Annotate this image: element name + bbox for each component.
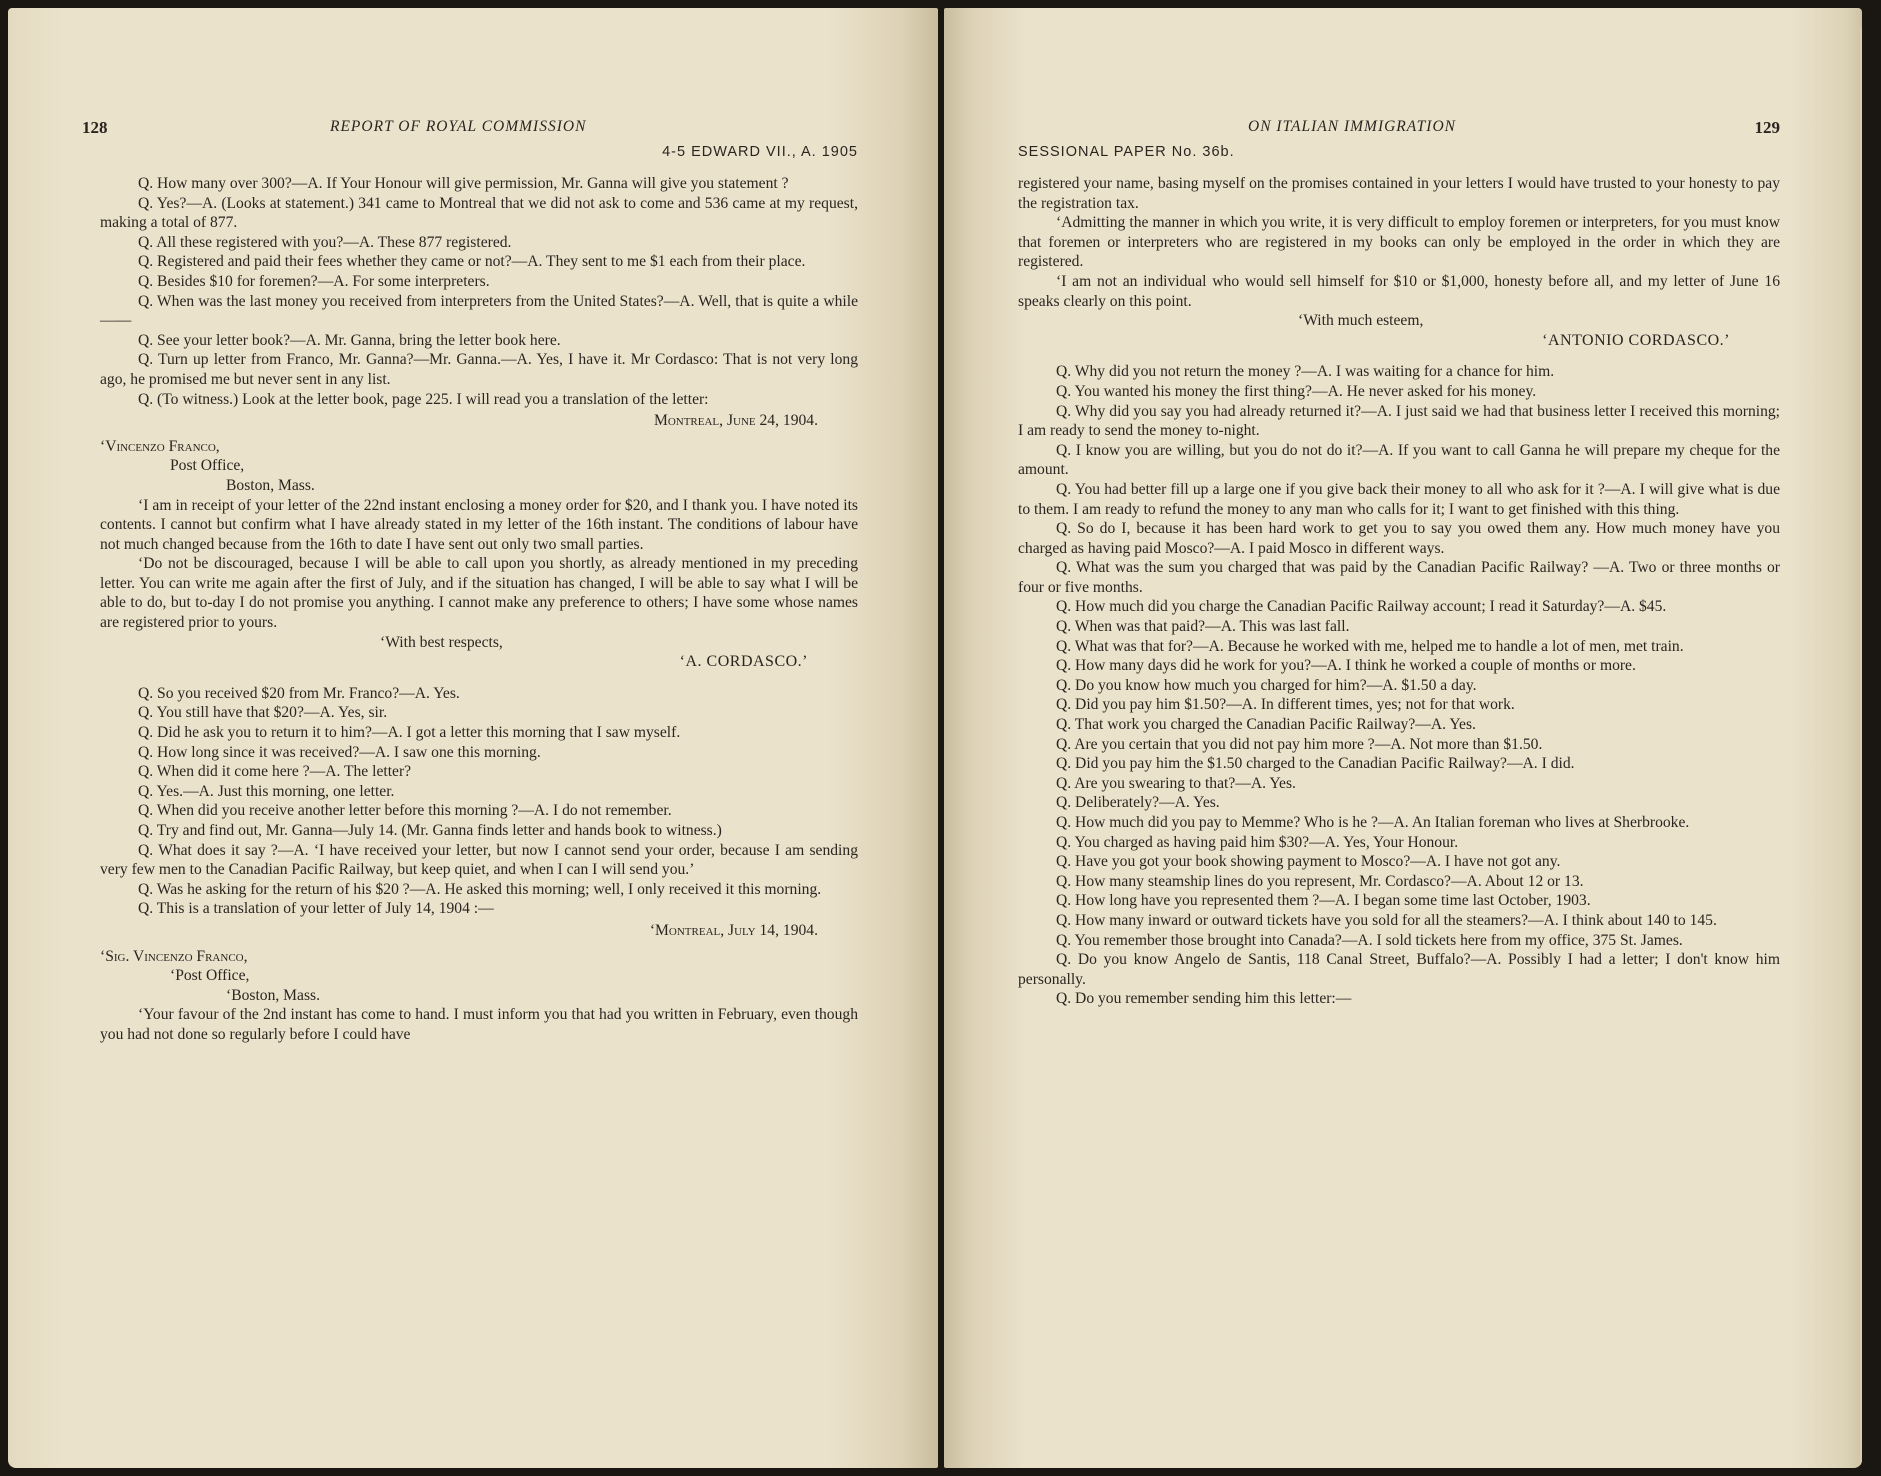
paragraph: Q. I know you are willing, but you do not do it?—A. If you want to call Ganna he will prepare my cheque for the amount. xyxy=(1018,441,1780,479)
paragraph: Q. Why did you not return the money ?—A. I was waiting for a chance for him. xyxy=(1056,363,1555,381)
paragraph: Q. Have you got your book showing payment to Mosco?—A. I have not got any. xyxy=(1056,853,1561,871)
paragraph: Q. When did you receive another letter before this morning ?—A. I do not remember. xyxy=(138,802,672,820)
page-number: 129 xyxy=(1754,118,1780,137)
letter-address: ‘Vincenzo Franco, xyxy=(100,437,220,455)
paragraph: Q. How many days did he work for you?—A. I think he worked a couple of months or more. xyxy=(1056,657,1636,675)
paragraph: Q. That work you charged the Canadian Pacific Railway?—A. Yes. xyxy=(1056,716,1476,734)
paragraph: Q. See your letter book?—A. Mr. Ganna, bring the letter book here. xyxy=(138,331,561,349)
running-title: ON ITALIAN IMMIGRATION xyxy=(1248,118,1456,135)
paragraph: Q. When did it come here ?—A. The letter? xyxy=(138,763,412,781)
paragraph: Q. How much did you pay to Memme? Who is he ?—A. An Italian foreman who lives at Sherbrooke. xyxy=(1056,814,1690,831)
letter-address: ‘Sig. Vincenzo Franco, xyxy=(100,947,248,965)
session-label: SESSIONAL PAPER No. 36b. xyxy=(1018,144,1235,160)
page-number: 128 xyxy=(82,118,108,137)
letter-address: Post Office, xyxy=(170,457,245,475)
page-edge xyxy=(1860,28,1862,1468)
letter-signature: ‘ANTONIO CORDASCO.’ xyxy=(1542,331,1730,349)
paragraph: Q. (To witness.) Look at the letter book, page 225. I will read you a translation of the letter: xyxy=(138,390,709,408)
paragraph: ‘Admitting the manner in which you write, it is very difficult to employ foremen or interpreters, for you must know that foremen or interpreters who are registered in my books can only be employed in the order in which they are registered. xyxy=(1018,214,1780,271)
paragraph: Q. You wanted his money the first thing?—A. He never asked for his money. xyxy=(1056,382,1537,400)
paragraph: ‘Your favour of the 2nd instant has come to hand. I must inform you that had you written in February, even though you had not done so regularly before I could have xyxy=(100,1006,858,1043)
paragraph: Q. Do you know Angelo de Santis, 118 Canal Street, Buffalo?—A. Possibly I had a letter; I don't know him personally. xyxy=(1018,951,1780,988)
paragraph: ‘I am not an individual who would sell himself for $10 or $1,000, honesty before all, and my letter of June 16 speaks clearly on this point. xyxy=(1018,272,1780,310)
paragraph: Q. Registered and paid their fees whether they came or not?—A. They sent to me $1 each from their place. xyxy=(138,253,806,271)
paragraph: Q. When was the last money you received from interpreters from the United States?—A. Well, that is quite a while—— xyxy=(100,292,858,330)
paragraph: Q. You remember those brought into Canada?—A. I sold tickets here from my office, 375 St. James. xyxy=(1056,931,1683,949)
paragraph: Q. Yes.—A. Just this morning, one letter. xyxy=(138,782,395,800)
letter-signature: ‘A. CORDASCO.’ xyxy=(679,653,808,671)
paragraph: Q. Did you pay him $1.50?—A. In different times, yes; not for that work. xyxy=(1056,696,1515,714)
right-running-head xyxy=(1018,118,1780,144)
letter-address: ‘Post Office, xyxy=(170,967,250,985)
paragraph: Q. Do you know how much you charged for him?—A. $1.50 a day. xyxy=(1056,676,1477,694)
letter-dateline: ‘Montreal, July 14, 1904. xyxy=(649,921,818,939)
paragraph: Q. All these registered with you?—A. These 877 registered. xyxy=(138,233,512,251)
left-page xyxy=(8,8,938,1468)
paragraph: Q. Was he asking for the return of his $20 ?—A. He asked this morning; well, I only received it this morning. xyxy=(138,880,822,898)
paragraph: ‘Do not be discouraged, because I will be able to call upon you shortly, as already mentioned in my preceding letter. You can write me again after the first of July, and if the situation has changed, I will be able to say what I will be able to do, but to-day I do not promise you anything. I cannot make any preference to others; I have some whose names are registered prior to yours. xyxy=(100,555,858,632)
letter-address: ‘Boston, Mass. xyxy=(226,986,321,1004)
paragraph: Q. How many inward or outward tickets have you sold for all the steamers?—A. I think about 140 to 145. xyxy=(1056,911,1717,929)
letter-salutation: ‘With best respects, xyxy=(380,633,503,651)
paragraph: Q. Did you pay him the $1.50 charged to the Canadian Pacific Railway?—A. I did. xyxy=(1056,755,1575,773)
paragraph: Q. What does it say ?—A. ‘I have received your letter, but now I cannot send your order, because I am sending very few men to the Canadian Pacific Railway, but keep quiet, and when I can I will send you.’ xyxy=(100,841,858,879)
paragraph: Q. Are you swearing to that?—A. Yes. xyxy=(1056,774,1296,792)
paragraph: Q. How long since it was received?—A. I saw one this morning. xyxy=(138,743,541,761)
paragraph: Q. How many over 300?—A. If Your Honour will give permission, Mr. Ganna will give you statement ? xyxy=(138,175,789,192)
paragraph: Q. Are you certain that you did not pay him more ?—A. Not more than $1.50. xyxy=(1056,735,1543,753)
right-page-text xyxy=(1018,174,1780,1009)
paragraph: Q. You charged as having paid him $30?—A. Yes, Your Honour. xyxy=(1056,833,1459,851)
paragraph: Q. Turn up letter from Franco, Mr. Ganna?—Mr. Ganna.—A. Yes, I have it. Mr Cordasco: That is not very long ago, he promised me but never sent in any list. xyxy=(100,351,858,388)
paragraph: registered your name, basing myself on the promises contained in your letters I would have trusted to your honesty to pay the registration tax. xyxy=(1018,175,1780,212)
paragraph: Q. Why did you say you had already returned it?—A. I just said we had that business letter I received this morning; I am ready to send the money to-night. xyxy=(1018,402,1780,440)
left-running-head xyxy=(82,118,858,144)
paragraph: Q. You still have that $20?—A. Yes, sir. xyxy=(138,704,388,722)
paragraph: Q. Do you remember sending him this letter:— xyxy=(1056,990,1352,1008)
paragraph: Q. How long have you represented them ?—A. I began some time last October, 1903. xyxy=(1056,892,1591,910)
paragraph: Q. Besides $10 for foremen?—A. For some interpreters. xyxy=(138,272,490,290)
left-page-column xyxy=(82,118,858,1045)
paragraph: Q. When was that paid?—A. This was last fall. xyxy=(1056,618,1350,636)
paragraph: Q. This is a translation of your letter of July 14, 1904 :— xyxy=(138,900,494,918)
paragraph: ‘I am in receipt of your letter of the 22nd instant enclosing a money order for $20, and I thank you. I have noted its contents. I cannot but confirm what I have already stated in my letter of the 16th instant. The conditions of labour have not much changed because from the 16th to date I have sent out only two small parties. xyxy=(100,496,858,553)
paragraph: Q. What was that for?—A. Because he worked with me, helped me to handle a lot of men, met train. xyxy=(1056,637,1684,655)
paragraph: Q. So do I, because it has been hard work to get you to say you owed them any. How much money have you charged as having paid Mosco?—A. I paid Mosco in different ways. xyxy=(1018,520,1780,557)
letter-salutation: ‘With much esteem, xyxy=(1298,312,1424,330)
right-page-column xyxy=(1018,118,1780,1009)
paragraph: Q. What was the sum you charged that was paid by the Canadian Pacific Railway? —A. Two or three months or four or five months. xyxy=(1018,559,1780,596)
paragraph: Q. Yes?—A. (Looks at statement.) 341 came to Montreal that we did not ask to come and 536 came at my request, making a total of 877. xyxy=(100,194,858,232)
paragraph: Q. How much did you charge the Canadian Pacific Railway account; I read it Saturday?—A. $45. xyxy=(1056,598,1667,616)
session-label: 4-5 EDWARD VII., A. 1905 xyxy=(662,144,858,160)
right-page xyxy=(944,8,1862,1468)
running-title: REPORT OF ROYAL COMMISSION xyxy=(330,118,587,135)
paragraph: Q. Did he ask you to return it to him?—A. I got a letter this morning that I saw myself. xyxy=(138,724,681,742)
paragraph: Q. How many steamship lines do you represent, Mr. Cordasco?—A. About 12 or 13. xyxy=(1056,872,1584,890)
letter-dateline: Montreal, June 24, 1904. xyxy=(653,412,818,430)
left-page-text xyxy=(100,174,858,1045)
paragraph: Q. Try and find out, Mr. Ganna—July 14. (Mr. Ganna finds letter and hands book to witness.) xyxy=(138,822,722,839)
paragraph: Q. Deliberately?—A. Yes. xyxy=(1056,794,1220,812)
paragraph: Q. So you received $20 from Mr. Franco?—A. Yes. xyxy=(138,684,460,702)
letter-address: Boston, Mass. xyxy=(226,476,315,494)
paragraph: Q. You had better fill up a large one if you give back their money to all who ask for it ?—A. I will give what is due to them. I am ready to refund the money to any man who calls for it; I want to get finished with this thing. xyxy=(1018,480,1780,518)
